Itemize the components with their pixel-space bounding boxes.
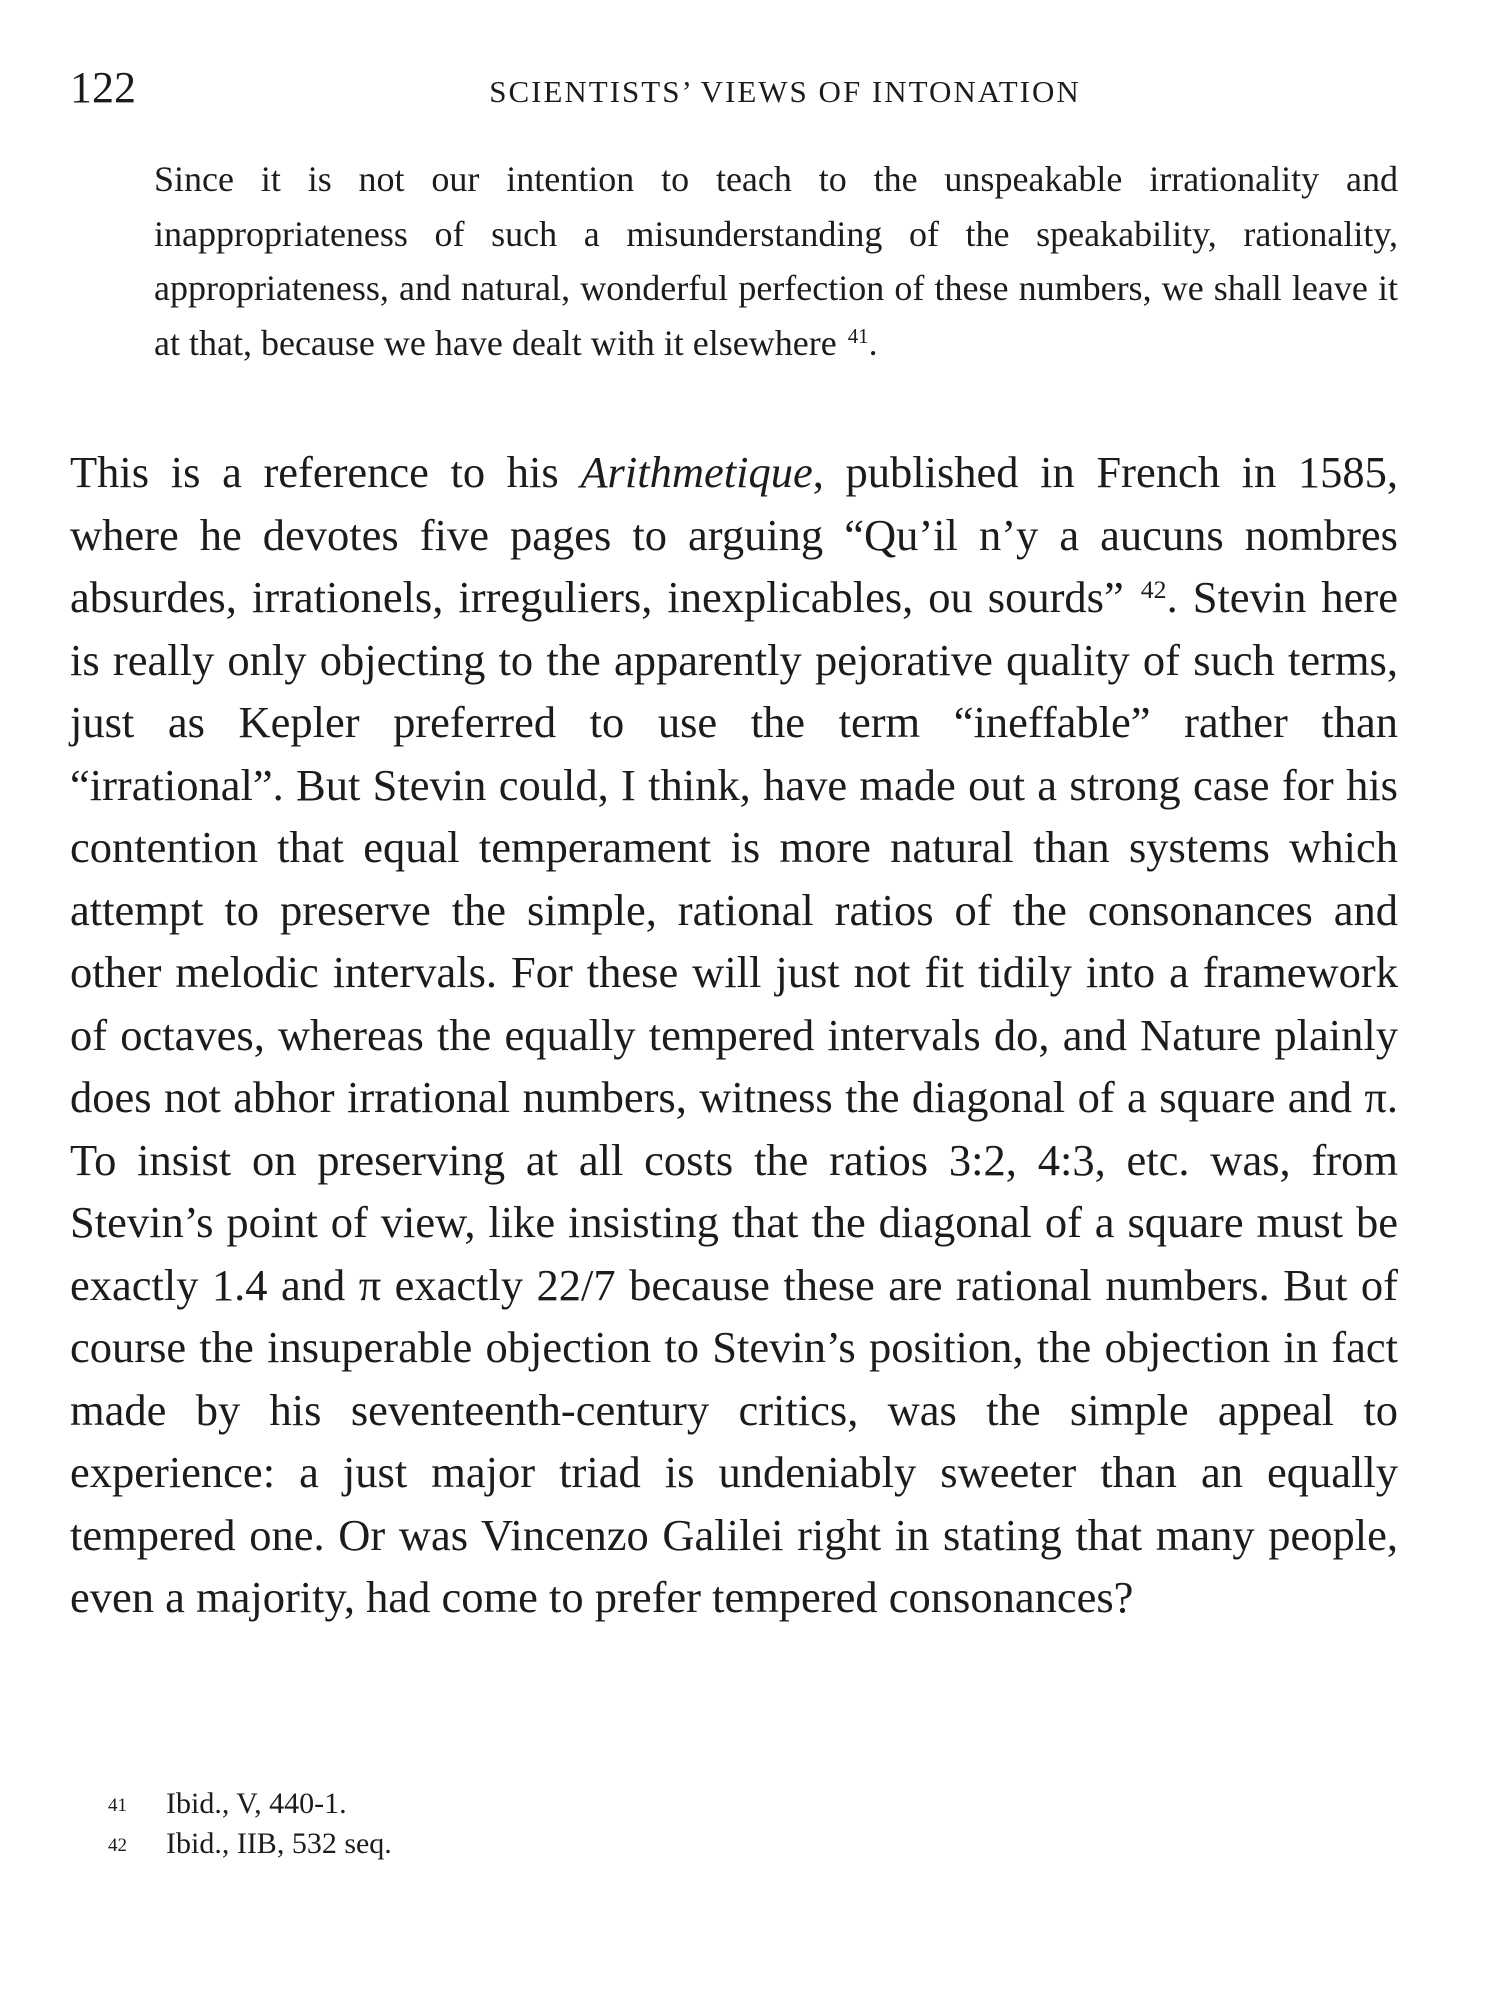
footnote-ref-41[interactable]: 41 <box>847 324 869 349</box>
running-title: SCIENTISTS’ VIEWS OF INTONATION <box>489 74 1081 109</box>
page-number: 122 <box>70 63 136 112</box>
body-paragraph <box>70 441 1398 1629</box>
paragraph-lead: This is a reference to his <box>70 447 581 497</box>
footnote-text: Ibid., IIB, 532 seq. <box>166 1827 392 1860</box>
footnote-42 <box>108 1825 1008 1865</box>
block-quote-end: . <box>868 322 878 363</box>
block-quote <box>154 152 1398 370</box>
paragraph-part2: , published in French in 1585, where he devotes five pages to arguing “Qu’il n’y a aucuns nombres absurdes, irrationels, irreguliers, inexplicables, ou sourds” <box>70 447 1398 622</box>
footnote-41 <box>108 1785 1008 1825</box>
paragraph-rest: . Stevin here is really only objecting to the apparently pejorative quality of such terms, just as Kepler preferred to use the term “ineffable” rather than “irrational”. But Stevin could, I think, have made out a strong case for his contention that equal temperament is more natural than systems which attempt to preserve the simple, rational ratios of the consonances and other melodic intervals. For these will just not fit tidily into a framework of octaves, whereas the equally tempered intervals do, and Nature plainly does not abhor irrational numbers, witness the diagonal of a square and π. To insist on preserving at all costs the ratios 3:2, 4:3, etc. was, from Stevin’s point of view, like insisting that the diagonal of a square must be exactly 1.4 and π exactly 22/7 because these are rational numbers. But of course the insuperable objection to Stevin’s position, the objection in fact made by his seventeenth-century critics, was the simple appeal to experience: a just major triad is undeniably sweeter than an equally tempered one. Or was Vincenzo Galilei right in stating that many people, even a majority, had come to prefer tempered consonances? <box>70 572 1398 1622</box>
footnote-number: 41 <box>108 1795 127 1816</box>
block-quote-text: Since it is not our intention to teach to the unspeakable irrationality and inappropriateness of such a misunderstanding of the speakability, rationality, appropriateness, and natural, wonderful perfection of these numbers, we shall leave it at that, because we have dealt with it elsewhere <box>154 159 1398 363</box>
book-title-italic: Arithmetique <box>580 447 813 497</box>
footnote-ref-42[interactable]: 42 <box>1140 574 1167 604</box>
footnote-number: 42 <box>108 1835 127 1856</box>
footnote-text: Ibid., V, 440-1. <box>166 1787 347 1820</box>
footnotes <box>108 1785 1008 1865</box>
